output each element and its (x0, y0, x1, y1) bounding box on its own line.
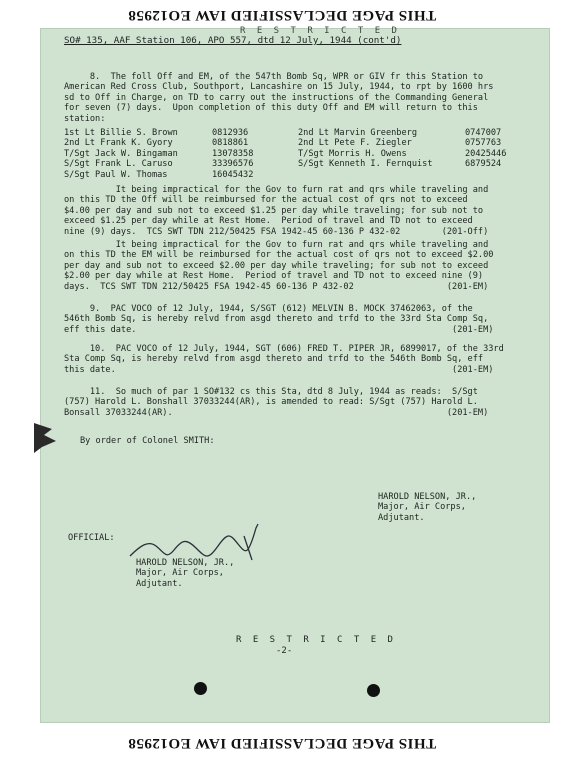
by-order-line: By order of Colonel SMITH: (80, 436, 215, 446)
roster-serial: 13078358 (212, 148, 254, 159)
roster-serial: 20425446 (465, 148, 507, 159)
text-line: It being impractical for the Gov to furn rat and qrs while traveling and (64, 185, 489, 195)
roster-name: 2nd Lt Marvin Greenberg (298, 128, 417, 138)
roster-serial: 0818861 (212, 138, 249, 149)
roster-row (64, 159, 525, 169)
text-line: $4.00 per day and sub not to exceed $1.25 per day while traveling; for sub not to (64, 205, 484, 216)
text-line: station: (64, 113, 106, 124)
text-line: $2.00 per day while at Rest Home. Period of travel and TD not to exceed nine (9) (64, 271, 484, 282)
roster-row (64, 170, 525, 180)
restricted-marking-bottom: R E S T R I C T E D (236, 635, 396, 645)
roster-name: 2nd Lt Frank K. Gyory (64, 138, 173, 149)
torn-edge (34, 423, 58, 453)
text-line: HAROLD NELSON, JR., (378, 492, 477, 502)
text-line: nine (9) days. TCS SWT TDN 212/50425 FSA 1942-45 60-136 P 432-02 (201-Off) (64, 226, 489, 237)
paragraph-10 (64, 344, 504, 375)
roster-row (64, 138, 525, 148)
roster-serial: 16045432 (212, 169, 254, 180)
text-line: sd to Off in Charge, on TD to carry out the instructions of the Commanding General (64, 92, 489, 103)
paragraph-11 (64, 387, 488, 418)
text-line: American Red Cross Club, Southport, Lancashire on 15 July, 1944, to rpt by 1600 hrs (64, 82, 494, 93)
roster-row (64, 128, 525, 138)
text-line: (757) Harold L. Bonshall 37033244(AR), is amended to read: S/Sgt (757) Harold L. (64, 397, 478, 408)
order-heading: SO# 135, AAF Station 106, APO 557, dtd 12 July, 1944 (cont'd) (64, 35, 402, 46)
text-line: eff this date. (201-EM) (64, 324, 494, 335)
roster-serial: 0747007 (465, 128, 502, 138)
text-line: HAROLD NELSON, JR., (136, 558, 235, 568)
roster-name: 2nd Lt Pete F. Ziegler (298, 138, 412, 149)
roster-serial (465, 170, 525, 180)
roster-name: S/Sgt Frank L. Caruso (64, 159, 173, 170)
roster-name: S/Sgt Paul W. Thomas (64, 169, 168, 180)
paragraph-reimbursement-officers (64, 185, 488, 237)
text-line: 10. PAC VOCO of 12 July, 1944, SGT (606) FRED T. PIPER JR, 6899017, of the 33rd (64, 344, 504, 354)
text-line: Major, Air Corps, (136, 568, 224, 579)
text-line: on this TD the EM will be reimbursed for the actual cost of qrs not to exceed $2.00 (64, 250, 494, 261)
roster-name: T/Sgt Jack W. Bingaman (64, 148, 178, 159)
punch-hole (367, 684, 380, 697)
text-line: 8. The foll Off and EM, of the 547th Bomb Sq, WPR or GIV fr this Station to (64, 72, 484, 82)
roster-serial: 33396576 (212, 159, 254, 170)
paragraph-reimbursement-enlisted (64, 240, 493, 292)
roster-row (64, 149, 525, 159)
text-line: exceed $1.25 per day while at Rest Home. Period of travel and TD not to exceed (64, 216, 473, 227)
paragraph-9 (64, 304, 493, 335)
text-line: 11. So much of par 1 SO#132 cs this Sta, dtd 8 July, 1944 as reads: S/Sgt (64, 387, 478, 397)
roster-name (298, 170, 465, 180)
declassified-banner-top: THIS PAGE DECLASSIFIED IAW EO12958 (127, 7, 437, 23)
text-line: Bonsall 37033244(AR). (201-EM) (64, 407, 489, 418)
text-line: 9. PAC VOCO of 12 July, 1944, S/SGT (612) MELVIN B. MOCK 37462063, of the (64, 304, 473, 314)
roster-serial: 0812936 (212, 128, 249, 138)
declassified-banner-bottom: THIS PAGE DECLASSIFIED IAW EO12958 (127, 735, 437, 751)
text-line: days. TCS SWT TDN 212/50425 FSA 1942-45 60-136 P 432-02 (201-EM) (64, 281, 489, 292)
text-line: Adjutant. (136, 578, 183, 589)
adjutant-signature-block (378, 492, 476, 523)
page-number: -2- (276, 646, 293, 656)
roster-serial: 6879524 (465, 159, 502, 170)
text-line: for seven (7) days. Upon completion of this duty Off and EM will return to this (64, 103, 478, 114)
roster-serial: 0757763 (465, 138, 502, 149)
text-line: Sta Comp Sq, is hereby relvd from asgd thereto and trfd to the 546th Bomb Sq, eff (64, 354, 484, 365)
punch-hole (194, 682, 207, 695)
official-signature-block (136, 558, 234, 589)
text-line: Adjutant. (378, 512, 425, 523)
text-line: per day and sub not to exceed $2.00 per day while traveling; for sub not to exceed (64, 260, 489, 271)
text-line: on this TD the Off will be reimbursed for the actual cost of qrs not to exceed (64, 195, 468, 206)
text-line: 546th Bomb Sq, is hereby relvd from asgd thereto and trfd to the 33rd Sta Comp Sq, (64, 314, 489, 325)
document-page (40, 28, 550, 723)
restricted-marking-top: R E S T R I C T E D (240, 26, 400, 36)
roster-name: 1st Lt Billie S. Brown (64, 128, 178, 138)
official-label: OFFICIAL: (68, 533, 115, 543)
roster-name: S/Sgt Kenneth I. Fernquist (298, 159, 433, 170)
text-line: Major, Air Corps, (378, 502, 466, 513)
paragraph-8 (64, 72, 493, 124)
text-line: It being impractical for the Gov to furn rat and qrs while traveling and (64, 240, 489, 250)
text-line: this date. (201-EM) (64, 364, 494, 375)
roster-name: T/Sgt Morris H. Owens (298, 148, 407, 159)
personnel-roster (64, 128, 525, 180)
